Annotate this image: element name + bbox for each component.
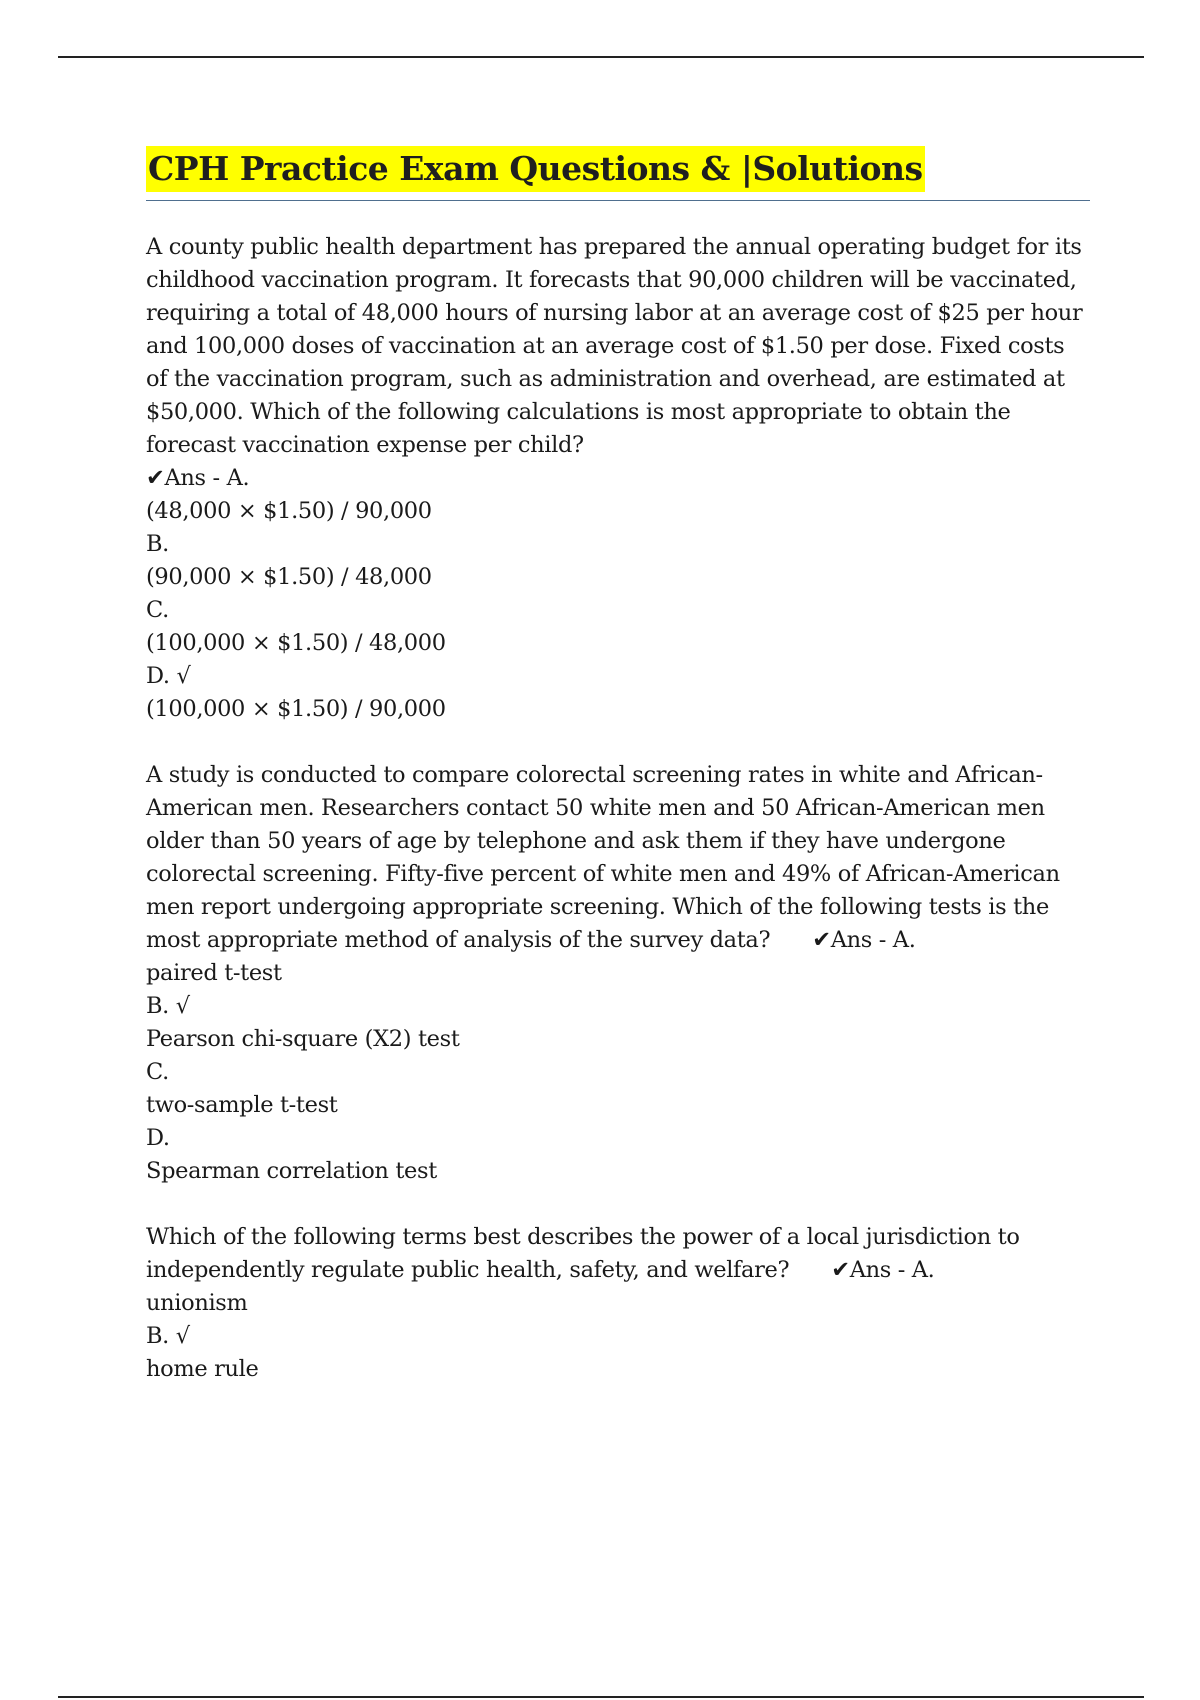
option-line: (90,000 × $1.50) / 48,000 [146,564,432,590]
document-title: CPH Practice Exam Questions & |Solutions [146,146,925,192]
question-text-body: Which of the following terms best describes the power of a local jurisdiction to independently regulate public health, safety, and welfare? [146,1224,1020,1283]
option-line: C. [146,597,169,623]
question-text: A county public health department has prepared the annual operating budget for its childhood vaccination program. It forecasts that 90,000 children will be vaccinated, requiring a total of 48,000 hours of nursing labor at an average cost of $25 per hour and 100,000 doses of vaccination at an average cost of $1.50 per dose. Fixed costs of the vaccination program, such as administration and overhead, are estimated at $50,000. Which of the following calculations is most appropriate to obtain the forecast vaccination expense per child? [146,234,1083,458]
option-line: B. √ [146,1323,190,1349]
question-2 [146,759,1090,1188]
question-3 [146,1221,1090,1386]
option-line: (100,000 × $1.50) / 48,000 [146,630,446,656]
option-line: unionism [146,1290,248,1316]
answer-label: ✔Ans - A. [812,927,916,953]
option-line: B. [146,531,169,557]
option-line: two-sample t-test [146,1092,338,1118]
document-body [146,146,1090,1419]
page-top-rule [58,56,1144,58]
option-line: Pearson chi-square (X2) test [146,1026,460,1052]
answer-label: ✔Ans - A. [831,1257,935,1283]
option-line: (100,000 × $1.50) / 90,000 [146,696,446,722]
title-block [146,146,1090,201]
option-line: D. [146,1125,170,1151]
page-bottom-rule [58,1696,1144,1698]
question-text-body: A study is conducted to compare colorectal screening rates in white and African-American men. Researchers contact 50 white men and 50 African-American men older than 50 years of age by telephone and ask them if they have undergone colorectal screening. Fifty-five percent of white men and 49% of African-American men report undergoing appropriate screening. Which of the following tests is the most appropriate method of analysis of the survey data? [146,762,1060,953]
option-line: paired t-test [146,960,282,986]
question-1 [146,231,1090,726]
question-text [146,759,1090,957]
answer-label: ✔Ans - A. [146,465,250,491]
question-text [146,1221,1090,1287]
option-line: D. √ [146,663,191,689]
option-line: B. √ [146,993,190,1019]
option-line: C. [146,1059,169,1085]
option-line: home rule [146,1356,259,1382]
option-line: (48,000 × $1.50) / 90,000 [146,498,432,524]
option-line: Spearman correlation test [146,1158,437,1184]
